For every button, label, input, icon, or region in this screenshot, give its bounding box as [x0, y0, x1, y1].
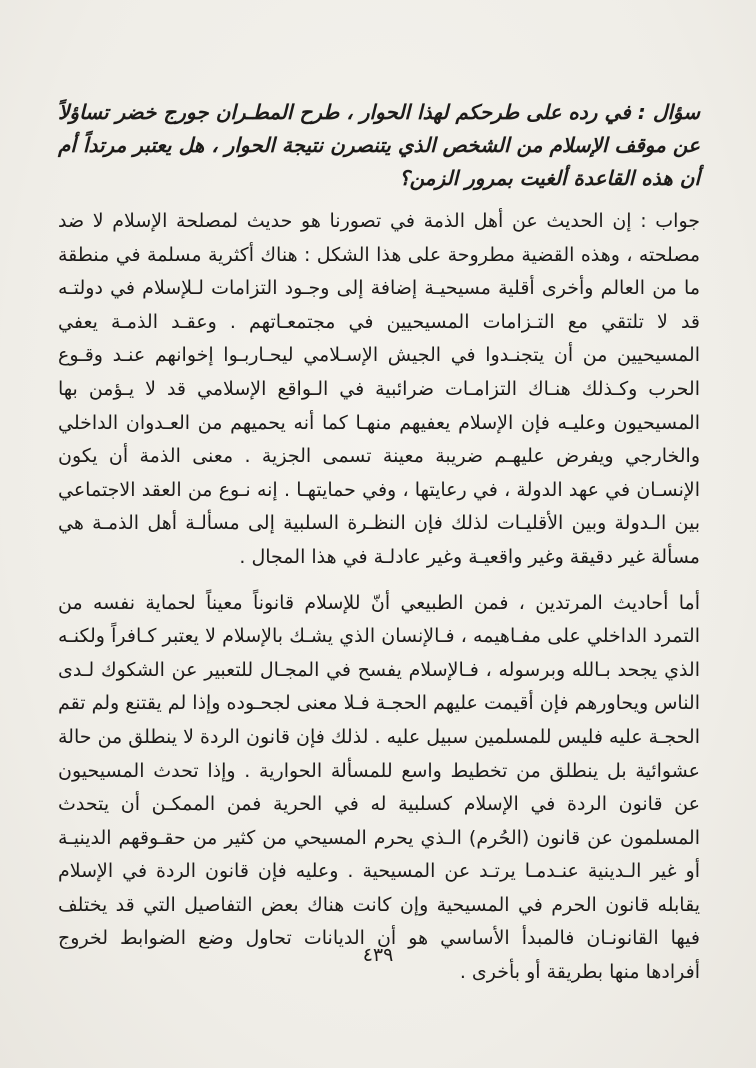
- question-paragraph: [58, 96, 700, 195]
- page-number: ٤٣٩: [362, 944, 394, 966]
- text-block: [58, 96, 700, 990]
- question-text: في رده على طرحكم لهذا الحوار ، طرح المطـران جورج خضر تساؤلاً عن موقف الإسلام من الشخص الذي يتنصرن نتيجة الحوار ، هل يعتبر مرتداً أم أن هذه القاعدة ألغيت بمرور الزمن؟: [58, 100, 700, 190]
- question-label: سؤال :: [637, 100, 700, 124]
- answer-paragraph-1: جواب : إن الحديث عن أهل الذمة في تصورنا هو حديث لمصلحة الإسلام لا ضد مصلحته ، وهذه القضية مطروحة على هذا الشكل : هناك أكثرية مسلمة في منطقة ما من العالم وأخرى أقلية مسيحيـة إضافة إلى وجـود التزامات لـلإسلام في دولتـه قد لا تلتقي مع التـزامات المسيحيين في مجتمعـاتهم . وعقـد الذمـة يعفي المسيحيين من أن يتجنـدوا في الجيش الإسـلامي ليحـاربـوا إخوانهم عنـد وقـوع الحرب وكـذلك هنـاك التزامـات ضرائبية في الـواقع الإسلامي قد لا يـؤمن بها المسيحيون وعليـه فإن الإسلام يعفيهم منهـا كما أنه يحميهم من العـدوان الداخلي والخارجي ويفرض عليهـم ضريبة معينة تسمى الجزية . معنى الذمة أن يكون الإنسـان في عهد الدولة ، في رعايتها ، وفي حمايتهـا . إنه نـوع من العقد الاجتماعي بين الـدولة وبين الأقليـات لذلك فإن النظـرة السلبية إلى مسألـة أهل الذمـة هي مسألة غير دقيقة وغير واقعيـة وغير عادلـة في هذا المجال .: [58, 210, 700, 568]
- answer-paragraph-2: أما أحاديث المرتدين ، فمن الطبيعي أنّ للإسلام قانوناً معيناً لحماية نفسه من التمرد الداخلي على مفـاهيمه ، فـالإنسان الذي يشـك بالإسلام لا يعتبر كـافراً ولكنـه الذي يجحد بـالله وبرسوله ، فـالإسلام يفسح في المجـال للتعبير عن الشكوك لـدى الناس ويحاورهم فإن أقيمت عليهم الحجـة فـلا معنى لجحـوده وإذا لم يقتنع ولم تقم الحجـة عليه فليس للمسلمين سبيل عليه . لذلك فإن قانون الردة لا ينطلق من حالة عشوائية بل ينطلق من تخطيط واسع للمسألة الحوارية . وإذا تحدث المسيحيون عن قانون الردة في الإسلام كسلبية له في الحرية فمن الممكـن أن يتحدث المسلمون عن قانون (الحُرم) الـذي يحرم المسيحي من كثير من حقـوقهم الدينيـة أو غير الـدينية عنـدمـا يرتـد عن المسيحية . وعليه فإن قانون الردة في الإسلام يقابله قانون الحرم في المسيحية وإن كانت هناك بعض التفاصيل التي قد يختلف فيها القانونـان فالمبدأ الأساسي هو أن الديانات تحاول وضع الضوابط لخروج أفرادها منها بطريقة أو بأخرى .: [58, 591, 700, 984]
